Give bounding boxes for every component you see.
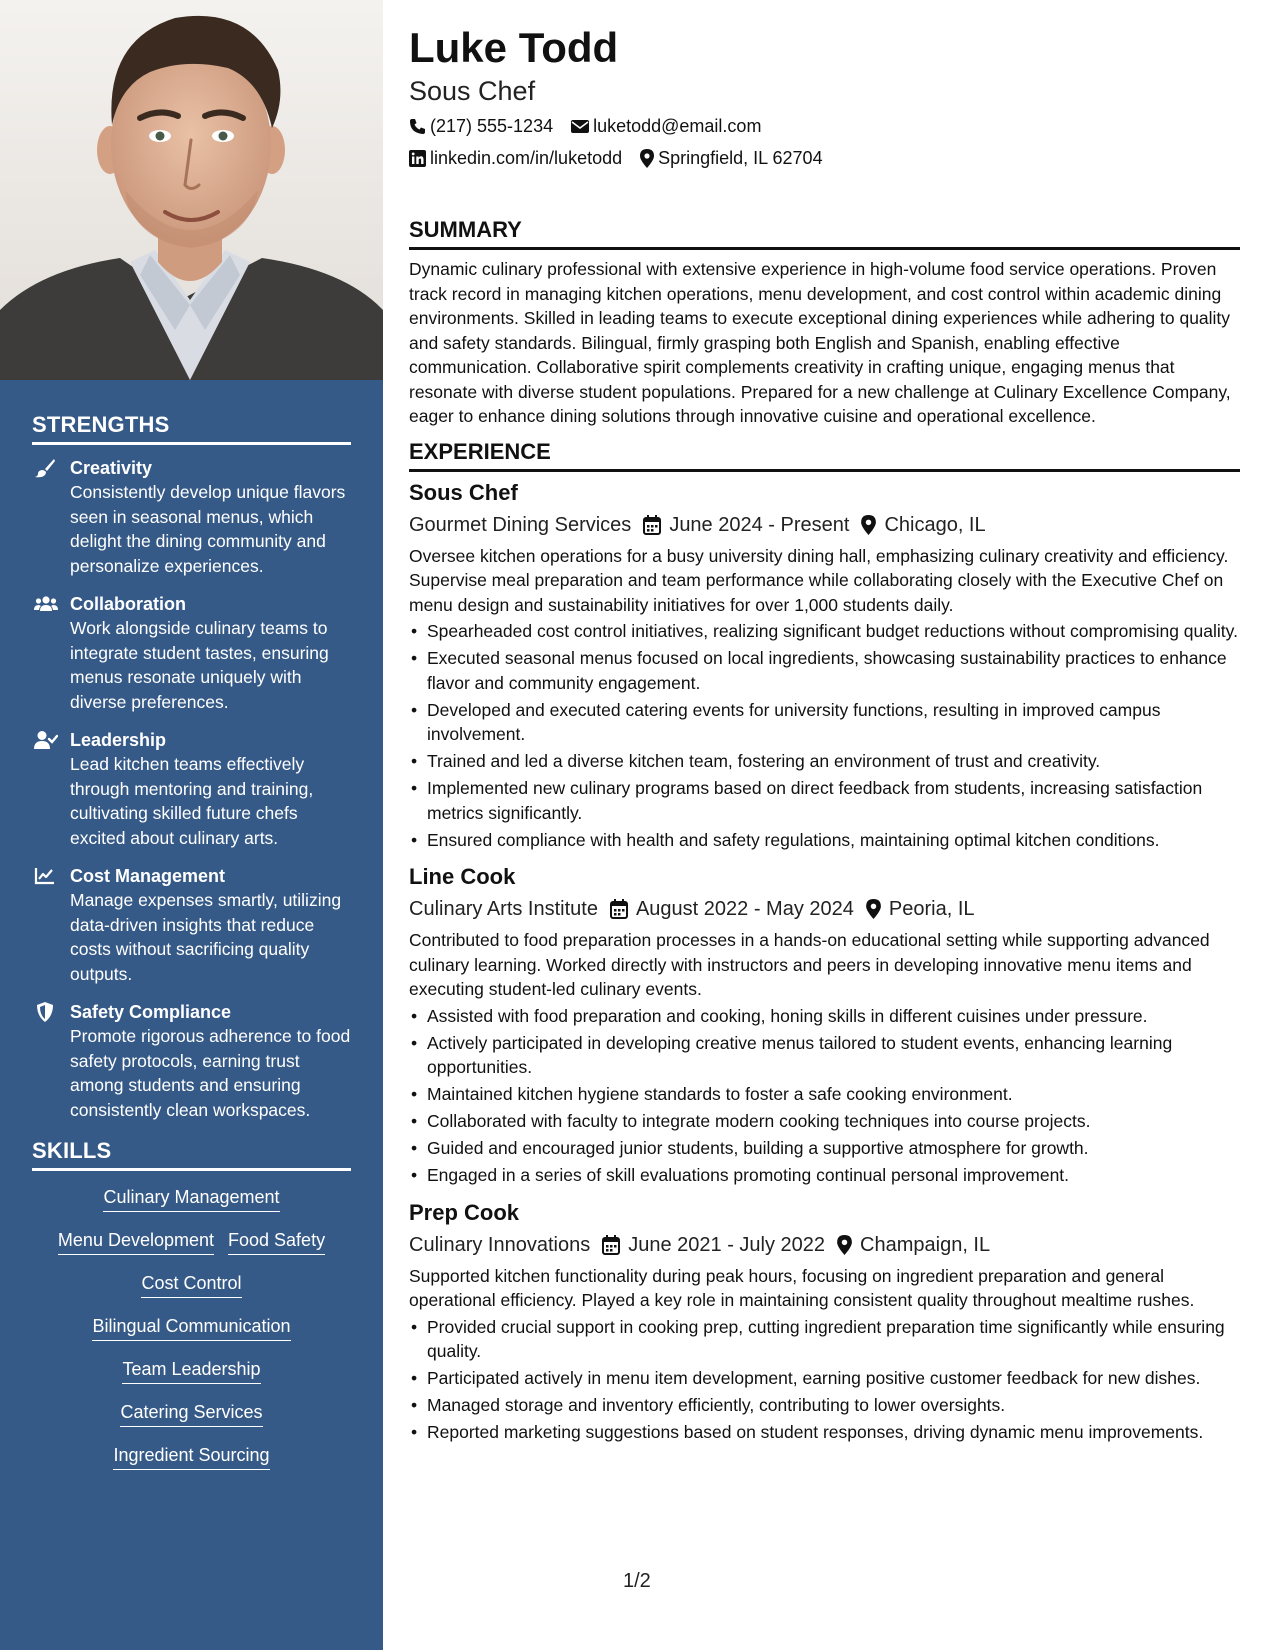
bullet-item: • Reported marketing suggestions based on student responses, driving dynamic menu improvements.	[409, 1420, 1240, 1445]
job-title: Prep Cook	[409, 1199, 520, 1225]
candidate-title: Sous Chef	[409, 76, 536, 106]
strength-item	[32, 1001, 351, 1122]
job-meta	[409, 894, 1240, 924]
chart-line-icon	[34, 866, 56, 886]
location-contact	[640, 146, 822, 170]
strength-item	[32, 457, 351, 578]
email-text: luketodd@email.com	[593, 116, 762, 136]
skill-tag: Team Leadership	[122, 1357, 260, 1384]
strength-desc: Work alongside culinary teams to integrate student tastes, ensuring menus resonate uniquely with diverse preferences.	[70, 618, 329, 712]
strength-item	[32, 729, 351, 850]
bullet-item: • Trained and led a diverse kitchen team, fostering an environment of trust and creativity.	[409, 749, 1240, 774]
experience-heading: EXPERIENCE	[409, 439, 1240, 472]
portrait-illustration	[0, 0, 383, 380]
job-meta	[409, 510, 1240, 540]
bullet-item: • Managed storage and inventory efficiently, contributing to lower oversights.	[409, 1393, 1240, 1418]
bullet-item: • Provided crucial support in cooking prep, cutting ingredient preparation time significantly while ensuring quality.	[409, 1315, 1240, 1364]
location-text: Peoria, IL	[888, 898, 975, 920]
job-dates	[610, 894, 854, 924]
job-entry	[409, 478, 1240, 853]
strengths-list	[32, 457, 351, 1122]
job-title: Sous Chef	[409, 479, 518, 505]
job-bullets	[409, 619, 1240, 852]
bullet-item: • Engaged in a series of skill evaluations promoting continual personal improvement.	[409, 1163, 1240, 1188]
map-pin-icon	[861, 515, 876, 535]
candidate-name: Luke Todd	[409, 24, 619, 71]
page-number: 1/2	[623, 1570, 651, 1592]
dates-text: August 2022 - May 2024	[635, 898, 854, 920]
job-dates	[602, 1230, 825, 1260]
summary-heading: SUMMARY	[409, 217, 1240, 250]
strength-desc: Lead kitchen teams effectively through mentoring and training, cultivating skilled future chefs excited about culinary arts.	[70, 754, 314, 848]
skill-tag: Culinary Management	[103, 1185, 279, 1212]
strength-item	[32, 593, 351, 714]
contact-row	[409, 146, 1240, 170]
bullet-item: • Assisted with food preparation and cooking, honing skills in different cuisines under pressure.	[409, 1004, 1240, 1029]
map-pin-icon	[640, 149, 654, 168]
company: Gourmet Dining Services	[409, 513, 632, 536]
location-text: Chicago, IL	[884, 513, 986, 536]
calendar-icon	[602, 1235, 620, 1255]
job-description: Supported kitchen functionality during peak hours, focusing on ingredient preparation and general operational efficiency. Played a key role in maintaining consistent quality throughout mealtime rushes.	[409, 1265, 1195, 1310]
job-entry	[409, 1198, 1240, 1445]
job-description: Contributed to food preparation processes in a hands-on educational setting while supporting advanced culinary learning. Worked directly with instructors and peers in developing innovative menu items and executing student-led culinary events.	[409, 930, 1210, 999]
strength-title: Leadership	[70, 730, 167, 750]
shield-icon	[34, 1002, 56, 1022]
linkedin-contact[interactable]	[409, 146, 622, 170]
bullet-item: • Guided and encouraged junior students, building a supportive atmosphere for growth.	[409, 1136, 1240, 1161]
summary-text: Dynamic culinary professional with extensive experience in high-volume food service operations. Proven track record in managing kitchen operations, menu development, and cost control within academic dining environments. Skilled in leading teams to execute exceptional dining experiences while adhering to quality and safety standards. Bilingual, firmly grasping both English and Spanish, enabling effective communication. Collaborative spirit complements creativity in crafting unique, engaging menus that resonate with diverse student populations. Prepared for a new challenge at Culinary Excellence Company, eager to enhance dining solutions through innovative cuisine and operational excellence.	[409, 259, 1231, 426]
bullet-item: • Executed seasonal menus focused on local ingredients, showcasing sustainability practices to enhance flavor and community engagement.	[409, 646, 1240, 695]
strength-title: Cost Management	[70, 866, 226, 886]
company: Culinary Innovations	[409, 1233, 591, 1256]
job-meta	[409, 1230, 1240, 1260]
dates-text: June 2024 - Present	[669, 513, 850, 536]
skill-tag: Menu Development	[58, 1228, 214, 1255]
strength-title: Safety Compliance	[70, 1002, 232, 1022]
strength-desc: Promote rigorous adherence to food safety protocols, earning trust among students and ensuring consistently clean workspaces.	[70, 1026, 351, 1120]
job-bullets	[409, 1004, 1240, 1188]
linkedin-text: linkedin.com/in/luketodd	[430, 148, 623, 168]
job-bullets	[409, 1315, 1240, 1445]
paintbrush-icon	[34, 458, 56, 478]
location-text: Champaign, IL	[860, 1233, 991, 1256]
job-entry	[409, 862, 1240, 1188]
users-icon	[34, 594, 56, 614]
strength-title: Collaboration	[70, 594, 186, 614]
skill-tag: Ingredient Sourcing	[113, 1443, 269, 1470]
phone-text: (217) 555-1234	[430, 116, 554, 136]
dates-text: June 2021 - July 2022	[628, 1233, 826, 1256]
skill-tag: Catering Services	[120, 1400, 262, 1427]
job-location	[866, 894, 975, 924]
bullet-item: • Ensured compliance with health and safety regulations, maintaining optimal kitchen conditions.	[409, 828, 1240, 853]
job-description: Oversee kitchen operations for a busy university dining hall, emphasizing culinary creativity and efficiency. Supervise meal preparation and team performance while collaborating closely with the Executive Chef on menu design and sustainability initiatives for over 1,000 students daily.	[409, 545, 1229, 615]
main-content	[409, 22, 1240, 1447]
skill-tag: Food Safety	[228, 1228, 325, 1255]
bullet-item: • Actively participated in developing creative menus tailored to student events, enhancing learning opportunities.	[409, 1031, 1240, 1080]
contact-row	[409, 114, 1240, 138]
user-check-icon	[34, 730, 56, 750]
company: Culinary Arts Institute	[409, 898, 598, 920]
skill-tag: Bilingual Communication	[92, 1314, 290, 1341]
job-dates	[643, 510, 849, 540]
location-text: Springfield, IL 62704	[658, 148, 823, 168]
phone-contact[interactable]	[409, 114, 553, 138]
skills-heading: SKILLS	[32, 1138, 351, 1171]
bullet-item: • Developed and executed catering events for university functions, resulting in improved campus involvement.	[409, 698, 1240, 747]
strength-desc: Manage expenses smartly, utilizing data-driven insights that reduce costs without sacrificing quality outputs.	[70, 890, 342, 984]
bullet-item: • Collaborated with faculty to integrate modern cooking techniques into course projects.	[409, 1109, 1240, 1134]
bullet-item: • Implemented new culinary programs based on direct feedback from students, increasing satisfaction metrics significantly.	[409, 776, 1240, 825]
job-location	[837, 1230, 990, 1260]
envelope-icon	[571, 119, 589, 134]
job-location	[861, 510, 985, 540]
profile-photo	[0, 0, 383, 380]
bullet-item: • Maintained kitchen hygiene standards to foster a safe cooking environment.	[409, 1082, 1240, 1107]
phone-icon	[409, 118, 426, 135]
bullet-item: • Spearheaded cost control initiatives, realizing significant budget reductions without compromising quality.	[409, 619, 1240, 644]
linkedin-icon	[409, 150, 426, 167]
map-pin-icon	[866, 899, 881, 919]
calendar-icon	[610, 899, 628, 919]
email-contact[interactable]	[571, 114, 761, 138]
skills-list	[32, 1185, 351, 1470]
skill-tag: Cost Control	[141, 1271, 241, 1298]
job-title: Line Cook	[409, 864, 516, 889]
strength-title: Creativity	[70, 458, 153, 478]
sidebar	[0, 0, 383, 1650]
strength-desc: Consistently develop unique flavors seen in seasonal menus, which delight the dining community and personalize experiences.	[70, 482, 346, 576]
bullet-item: • Participated actively in menu item development, earning positive customer feedback for new dishes.	[409, 1366, 1240, 1391]
map-pin-icon	[837, 1235, 852, 1255]
calendar-icon	[643, 515, 661, 535]
strength-item	[32, 865, 351, 986]
strengths-heading: STRENGTHS	[32, 412, 351, 445]
